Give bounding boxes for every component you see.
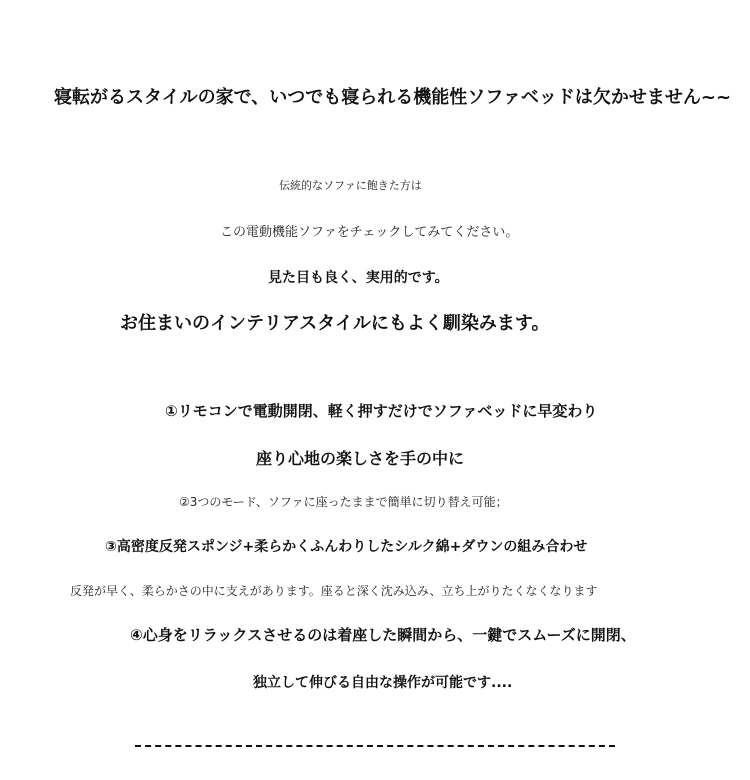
- dashed-divider: [135, 745, 615, 747]
- feature-line-4: ③高密度反発スポンジ+柔らかくふんわりしたシルク綿+ダウンの組み合わせ: [105, 539, 588, 555]
- intro-line-1: 伝統的なソファに飽きた方は: [279, 179, 422, 192]
- feature-line-3: ②3つのモード、ソファに座ったままで簡単に切り替え可能；: [179, 495, 508, 509]
- intro-line-2: この電動機能ソファをチェックしてみてください。: [220, 225, 519, 240]
- feature-line-1: ①リモコンで電動開閉、軽く押すだけでソファベッドに早変わり: [165, 402, 598, 420]
- feature-line-2: 座り心地の楽しさを手の中に: [256, 449, 465, 468]
- feature-line-5: 反発が早く、柔らかさの中に支えがあります。座ると深く沈み込み、立ち上がりたくなくなります: [70, 584, 598, 598]
- intro-line-3: 見た目も良く、実用的です。: [268, 270, 449, 286]
- intro-line-4: お住まいのインテリアスタイルにもよく馴染みます。: [120, 313, 550, 334]
- feature-line-6: ④心身をリラックスさせるのは着座した瞬間から、一鍵でスムーズに開閉、: [130, 626, 636, 644]
- headline: 寝転がるスタイルの家で、いつでも寝られる機能性ソファベッドは欠かせません~~: [54, 87, 732, 108]
- feature-line-7: 独立して伸びる自由な操作が可能です....: [253, 675, 513, 691]
